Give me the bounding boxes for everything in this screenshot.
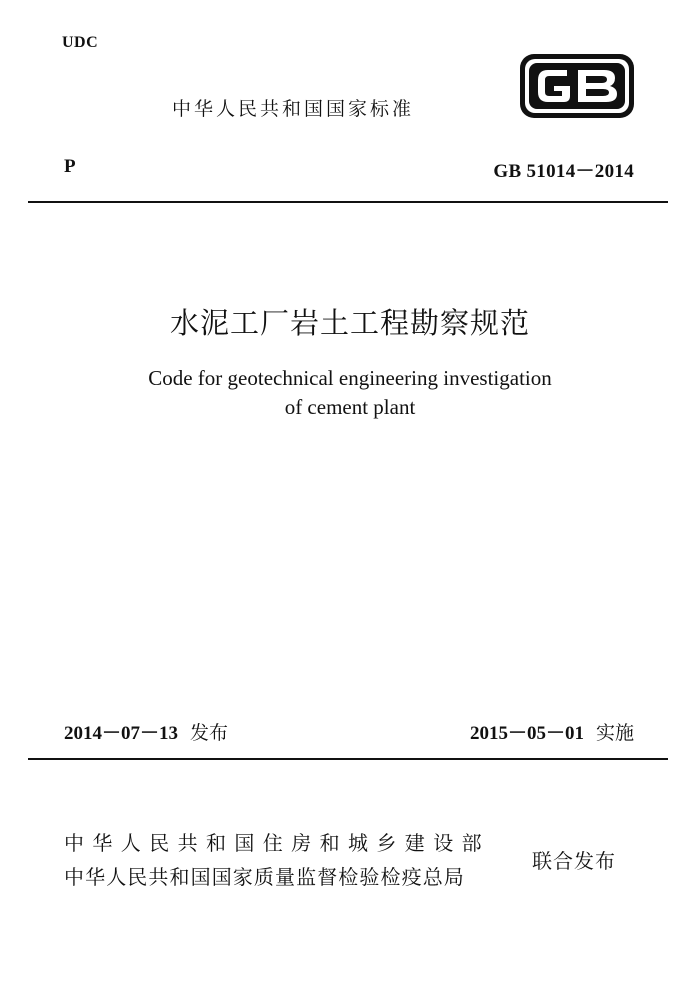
gb-logo — [520, 54, 634, 118]
title-english-line-2: of cement plant — [284, 395, 416, 419]
category-code: P — [64, 156, 76, 177]
issuer-ministry-housing: 中华人民共和国住房和城乡建设部 — [64, 831, 490, 855]
issuer-aqsiq: 中华人民共和国国家质量监督检验检疫总局 — [64, 865, 465, 889]
issue-date: 2014－07－13 — [64, 723, 179, 744]
bottom-divider — [28, 758, 668, 760]
issue-label: 发布 — [190, 722, 229, 744]
title-chinese: 水泥工厂岩土工程勘察规范 — [169, 306, 530, 340]
national-standard-heading: 中华人民共和国国家标准 — [172, 98, 415, 120]
issue-date-block — [64, 718, 228, 745]
title-english — [0, 364, 700, 422]
joint-publish-label: 联合发布 — [532, 849, 616, 873]
implement-date: 2015－05－01 — [469, 723, 584, 744]
top-divider — [28, 201, 668, 203]
udc-label: UDC — [62, 34, 99, 51]
implement-label: 实施 — [595, 722, 634, 744]
title-english-line-1: Code for geotechnical engineering investigation — [148, 366, 552, 390]
implement-date-block — [470, 718, 634, 745]
standard-number: GB 51014－2014 — [493, 161, 634, 182]
